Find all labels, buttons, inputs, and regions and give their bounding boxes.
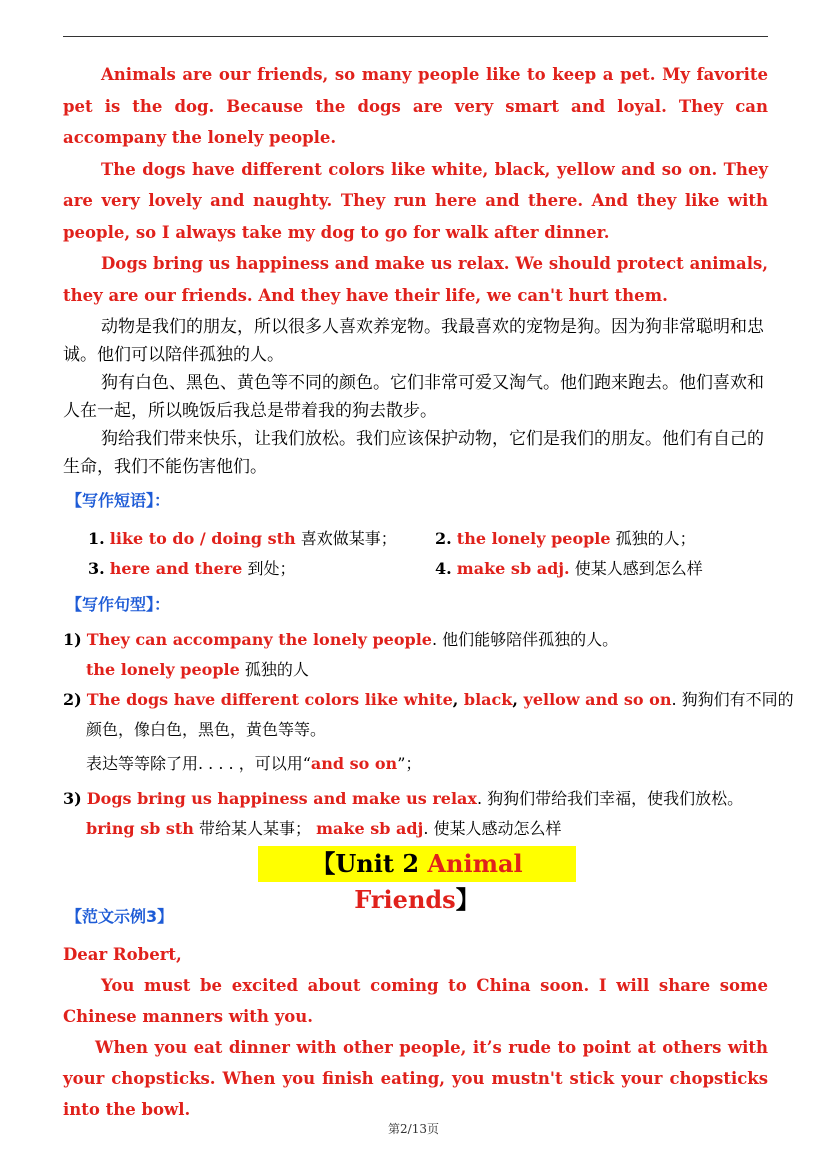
sentence-2-note xyxy=(86,750,421,778)
note-post: ”； xyxy=(397,754,422,773)
intro-paragraph-3: Dogs bring us happiness and make us relax. We should protect animals, they are our friends. And they have their life, we can't hurt them. xyxy=(63,254,768,305)
letter-greeting: Dear Robert, xyxy=(63,945,182,964)
phrase-english: the lonely people xyxy=(456,529,611,548)
sentence-1-note xyxy=(86,656,309,684)
sentence-number: 3) xyxy=(63,789,82,808)
sentence-2: 2) The dogs have different colors like white, black, yellow and so on. 狗狗们有不同的 xyxy=(63,690,794,709)
sentence-english-b: black xyxy=(463,690,513,709)
note-chinese-2: . 使某人感动怎么样 xyxy=(423,819,562,838)
phrase-chinese: 孤独的人； xyxy=(615,529,696,548)
sentence-2-cont xyxy=(86,716,326,744)
sentence-english-c: yellow and so on xyxy=(523,690,672,709)
translation-text xyxy=(63,313,768,481)
phrase-english: here and there xyxy=(109,559,243,578)
note-english: and so on xyxy=(310,754,398,773)
note-english: the lonely people xyxy=(86,660,240,679)
note-english-2: make sb adj xyxy=(316,819,424,838)
sentence-chinese: . 狗狗们带给我们幸福，使我们放松。 xyxy=(476,789,744,808)
page-number: 第2/13页 xyxy=(388,1122,439,1136)
letter xyxy=(63,939,768,1125)
phrase-2 xyxy=(435,526,696,549)
phrase-chinese: 使某人感到怎么样 xyxy=(574,559,703,578)
phrase-1 xyxy=(88,526,397,549)
phrase-english: like to do / doing sth xyxy=(109,529,296,548)
phrase-number: 1. xyxy=(88,529,105,548)
sentence-3-note xyxy=(86,815,562,843)
unit-name: Animal Friends xyxy=(354,849,523,914)
phrase-4 xyxy=(435,556,703,579)
sentence-number: 1) xyxy=(63,630,82,649)
phrase-number: 2. xyxy=(435,529,452,548)
note-chinese-1: 带给某人某事； xyxy=(198,819,311,838)
header-rule xyxy=(63,36,768,37)
letter-paragraph-1: You must be excited about coming to China soon. I will share some Chinese manners with you. xyxy=(63,976,768,1026)
intro-paragraph-2: The dogs have different colors like white, black, yellow and so on. They are very lovely and naughty. They run here and there. And they like with people, so I always take my dog to go for walk after dinner. xyxy=(63,159,768,242)
sentence-chinese-cont: 颜色，像白色，黑色，黄色等等。 xyxy=(86,720,327,739)
unit-title xyxy=(258,846,576,914)
phrase-chinese: 到处； xyxy=(247,559,296,578)
phrase-number: 4. xyxy=(435,559,452,578)
phrase-chinese: 喜欢做某事； xyxy=(300,529,397,548)
sentence-3 xyxy=(63,785,743,813)
sentence-1 xyxy=(63,626,618,654)
sentence-number: 2) xyxy=(63,690,82,709)
bracket-close: 】 xyxy=(455,885,480,914)
sentence-english: They can accompany the lonely people xyxy=(86,630,432,649)
letter-paragraph-2: When you eat dinner with other people, it’s rude to point at others with your chopsticks. When you finish eating, you mustn't stick your chopsticks into the bowl. xyxy=(63,1038,768,1119)
example-heading: 【范文示例3】 xyxy=(66,907,174,926)
translation-paragraph-3: 狗给我们带来快乐，让我们放松。我们应该保护动物，它们是我们的朋友。他们有自己的生命，我们不能伤害他们。 xyxy=(63,429,764,477)
note-chinese: 孤独的人 xyxy=(244,660,309,679)
note-english-1: bring sb sth xyxy=(86,819,194,838)
bracket-open: 【 xyxy=(311,849,336,878)
unit-number: Unit 2 xyxy=(335,849,428,878)
intro-text xyxy=(63,59,768,311)
sentence-english: Dogs bring us happiness and make us relax xyxy=(86,789,477,808)
translation-paragraph-1: 动物是我们的朋友，所以很多人喜欢养宠物。我最喜欢的宠物是狗。因为狗非常聪明和忠诚。他们可以陪伴孤独的人。 xyxy=(63,317,764,365)
phrases-heading: 【写作短语】： xyxy=(66,491,171,510)
intro-paragraph-1: Animals are our friends, so many people like to keep a pet. My favorite pet is the dog. Because the dogs are very smart and loyal. They can accompany the lonely people. xyxy=(63,65,768,147)
sentences-heading: 【写作句型】： xyxy=(66,595,171,614)
sentence-english-a: The dogs have different colors like white xyxy=(86,690,453,709)
sentence-chinese: . 狗狗们有不同的 xyxy=(671,690,794,709)
phrase-english: make sb adj. xyxy=(456,559,570,578)
note-pre: 表达等等除了用. . . . ，可以用“ xyxy=(86,754,311,773)
phrase-number: 3. xyxy=(88,559,105,578)
sentence-chinese: . 他们能够陪伴孤独的人。 xyxy=(431,630,619,649)
translation-paragraph-2: 狗有白色、黑色、黄色等不同的颜色。它们非常可爱又淘气。他们跑来跑去。他们喜欢和人在一起，所以晚饭后我总是带着我的狗去散步。 xyxy=(63,373,764,421)
phrase-3 xyxy=(88,556,295,579)
